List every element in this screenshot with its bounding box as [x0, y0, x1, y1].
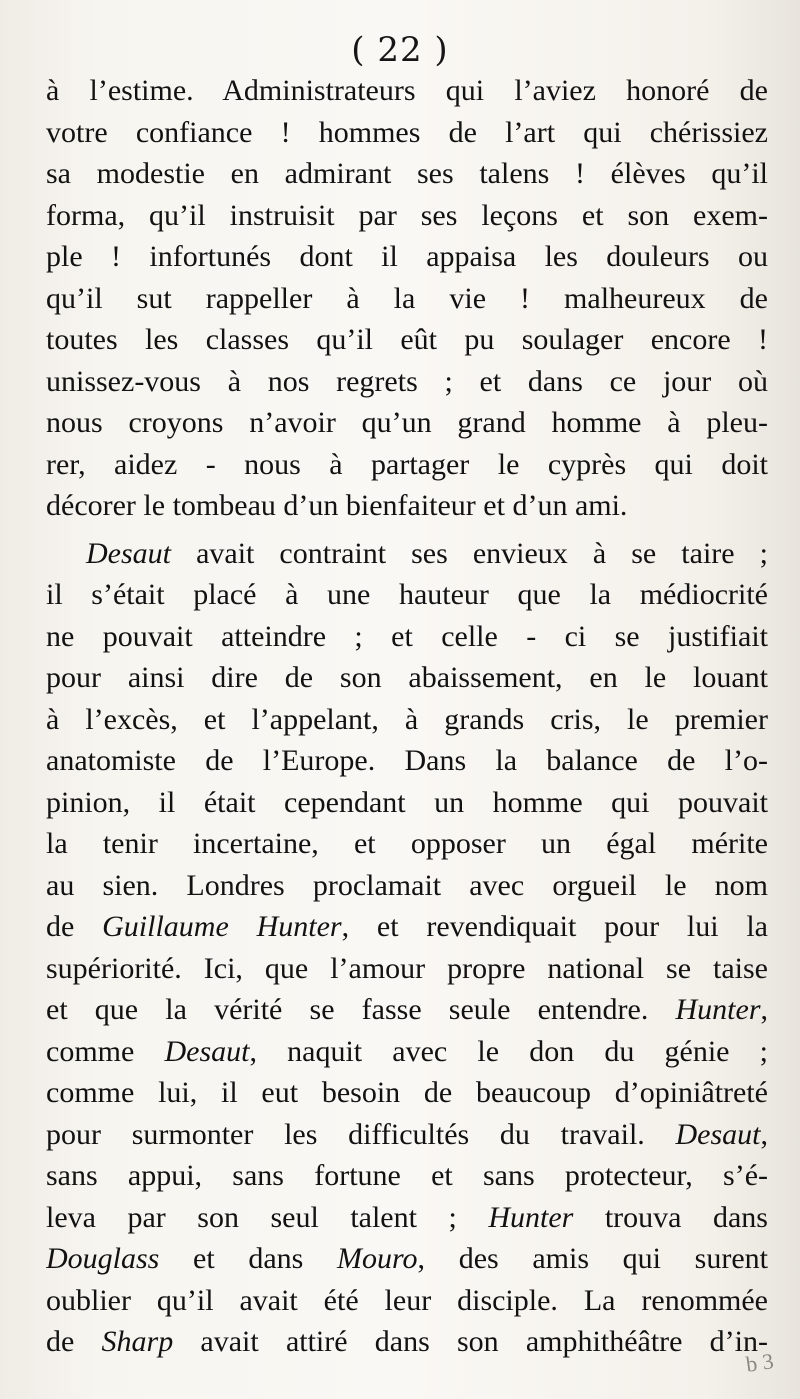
text-line: votre confiance ! hommes de l’art qui chérissiez	[46, 115, 768, 149]
italic-name: Hunter	[488, 1200, 574, 1234]
page-number: ( 22 )	[351, 30, 449, 70]
paragraph-2	[46, 533, 768, 1363]
text-line: sans appui, sans fortune et sans protecteur, s’é-	[46, 1159, 768, 1192]
text-span: de	[46, 1325, 102, 1358]
text-line	[46, 1114, 768, 1156]
text-span: avait attiré dans son amphithéâtre d’in-	[173, 1325, 768, 1358]
text-line: pinion, il était cependant un homme qui pouvait	[46, 785, 768, 819]
signature-mark: b 3	[744, 1348, 776, 1377]
text-span: avait contraint ses envieux à se taire ;	[171, 536, 768, 570]
italic-name: Douglass	[46, 1242, 160, 1275]
text-span: et dans	[159, 1242, 337, 1275]
italic-name: Desaut	[86, 536, 171, 570]
text-span: comme	[46, 1034, 165, 1068]
text-line: qu’il sut rappeller à la vie ! malheureux de	[46, 281, 768, 315]
italic-name: Guillaume Hunter	[102, 910, 342, 943]
text-span: , naquit avec le don du génie ;	[249, 1034, 768, 1068]
text-line: pour ainsi dire de son abaissement, en le louant	[46, 661, 768, 694]
text-line: rer, aidez - nous à partager le cyprès qui doit	[46, 447, 768, 481]
text-span: ,	[760, 1117, 768, 1151]
italic-name: Desaut	[164, 1034, 250, 1068]
text-span: trouva dans	[573, 1200, 768, 1234]
text-line: la tenir incertaine, et opposer un égal mérite	[46, 827, 768, 860]
text-span: de	[46, 910, 103, 943]
text-line: ple ! infortunés dont il appaisa les douleurs ou	[46, 240, 768, 273]
body-text	[46, 70, 768, 1363]
text-line: unissez-vous à nos regrets ; et dans ce jour où	[46, 364, 768, 398]
text-span: , et revendiquait pour lui la	[341, 910, 768, 943]
italic-name: Sharp	[101, 1325, 174, 1358]
text-span: , des amis qui surent	[417, 1242, 768, 1275]
text-line	[46, 989, 768, 1031]
text-line: comme lui, il eut besoin de beaucoup d’opiniâtreté	[46, 1076, 768, 1109]
text-line	[46, 533, 768, 575]
text-line	[46, 906, 768, 948]
text-line: décorer le tombeau d’un bienfaiteur et d’un ami.	[46, 489, 628, 522]
text-line: à l’excès, et l’appelant, à grands cris, le premier	[46, 702, 768, 736]
italic-name: Desaut	[675, 1117, 761, 1151]
text-line: à l’estime. Administrateurs qui l’aviez honoré de	[46, 74, 768, 107]
text-line: sa modestie en admirant ses talens ! élèves qu’il	[46, 157, 768, 190]
italic-name: Hunter	[675, 993, 761, 1026]
text-line: forma, qu’il instruisit par ses leçons et son exem-	[46, 198, 768, 232]
text-line: toutes les classes qu’il eût pu soulager encore !	[46, 323, 768, 356]
text-line: oublier qu’il avait été leur disciple. La renommée	[46, 1283, 768, 1317]
text-line: nous croyons n’avoir qu’un grand homme à pleu-	[46, 406, 768, 439]
text-line	[46, 1197, 768, 1239]
text-span: pour surmonter les difficultés du travail.	[46, 1117, 676, 1151]
text-span: leva par son seul talent ;	[46, 1200, 489, 1234]
text-line: anatomiste de l’Europe. Dans la balance de l’o-	[46, 744, 768, 777]
text-span: et que la vérité se fasse seule entendre.	[46, 993, 676, 1026]
text-line: ne pouvait atteindre ; et celle - ci se justifiait	[46, 619, 768, 653]
italic-name: Mouro	[336, 1242, 418, 1275]
text-line: supériorité. Ici, que l’amour propre national se taise	[46, 951, 768, 985]
paragraph-1	[46, 70, 768, 527]
text-line: il s’était placé à une hauteur que la médiocrité	[46, 578, 768, 611]
text-line	[46, 1238, 768, 1280]
text-line	[46, 1031, 768, 1073]
text-line	[46, 1321, 768, 1363]
text-line: au sien. Londres proclamait avec orgueil le nom	[46, 868, 768, 902]
text-span: ,	[760, 993, 768, 1026]
